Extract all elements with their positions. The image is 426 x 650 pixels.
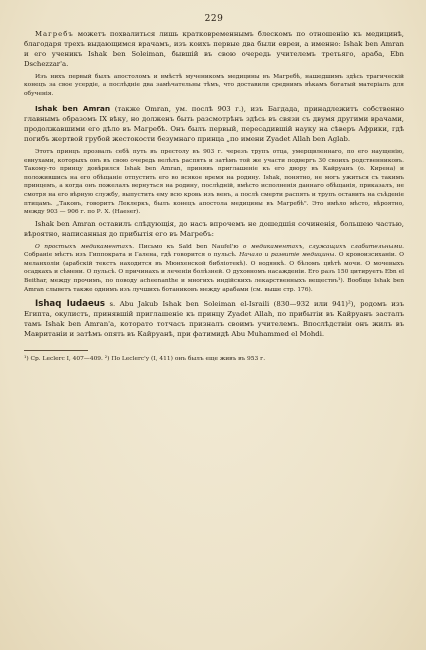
- work-title: Начало и развитіе медицины.: [239, 252, 337, 259]
- paragraph-prince-story: Этотъ принцъ прозвалъ себѣ путь въ престолу въ 903 г. черезъ трупъ отца, умерщвленнаго, по его наущенію, евнухами, которыхъ онъ въ свою очередь велѣлъ распять и затѣмъ той же участи подвергъ 30 своихъ родственниковъ. Такому-то принцу довѣрился Ishak ben Amran, принявъ приглашеніе къ его двору въ Кайруанъ (о. Кирена) и положившись на его обѣщаніе отпустить его во всякое время на родину. Ishak, понятно, не могъ ужиться съ такимъ принцемъ, а когда онъ пожелалъ вернуться на родину, послѣдній, вмѣсто исполненія даннаго обѣщанія, приказалъ, не смотря на его вѣрную службу, выпустить ему всю кровь изъ венъ, а послѣ смерти распять и трупъ оставить на съѣденіе птицамъ. „Таковъ, говоритъ Леклеркъ, былъ конецъ апостола медицины въ Магребѣ". Это имѣло мѣсто, вѣроятно, между 903 — 906 г. по Р. Х. (Haeser).: [24, 149, 404, 216]
- page-number: 229: [204, 14, 224, 24]
- section-heading-ishaq-iudaeus: Ishaq Iudaeus: [35, 299, 106, 310]
- work-title: О простыхъ медикаментахъ.: [35, 243, 135, 250]
- paragraph-apostle-note: Изъ нихъ первый былъ апостоломъ и вмѣстѣ мученикомъ медицины въ Магребѣ, нашедшимъ здѣсь трагическій конецъ за свое усердіе, а послѣдніе два замѣчательны тѣмъ, что доставили среднимъ вѣкамъ богатый матеріалъ для обученія.: [24, 73, 404, 97]
- paragraph-text: (также Omran, ум. послѣ 903 г.), изъ Багдада, принадлежитъ собственно главнымъ образомъ IX вѣку, но долженъ быть разсмотрѣнъ здѣсь въ связи съ двумя другими врачами, продолжавшими его дѣло въ Магребѣ. Онъ былъ первый, пересадившій науку на сѣверъ Африки, гдѣ погибъ жертвой грубой жестокости безумнаго принца „по имени Zyadet Allah ben Aglab.: [24, 105, 404, 144]
- paragraph-maghreb-intro: [24, 30, 404, 70]
- paragraph-writings-list: [24, 243, 404, 295]
- paragraph-ishaq-iudaeus: [24, 300, 404, 340]
- lead-word: Магребъ: [35, 30, 74, 38]
- work-text: Письмо къ Saïd ben Naufel'ю: [134, 243, 243, 250]
- work-text: Собраніе мѣстъ изъ Гиппократа и Галена, гдѣ говорится о пульсѣ.: [24, 252, 240, 259]
- footnote-divider: [24, 350, 88, 351]
- work-title: о медикаментахъ, служащихъ слабительными.: [242, 243, 404, 250]
- work-text: О кровоизсиханіи. О меланхоліи (арабскій текстъ находится въ Мюнхенской библіотекѣ). О водянкѣ. О бѣломъ цвѣтѣ мочи. О мочевыхъ осадкахъ и сѣмени. О пульсѣ. О причинахъ и леченіи болѣзней. О духовномъ насажденіи. Его разъ 150 цитируетъ Ebn el Beithar, между прочимъ, по поводу acheenanthe и многихъ индійскихъ лекарственныхъ веществъ¹). Вообще Ishak ben Amran слыветъ также однимъ изъ лучшихъ ботаниковъ между арабами (см. выше стр. 176).: [24, 252, 404, 293]
- section-heading-ishak-ben-amran: Ishak ben Amran: [35, 104, 111, 114]
- paragraph-text: можетъ похвалиться лишь кратковременнымъ блескомъ по отношенію къ медицинѣ, благодаря трехъ выдающимся врачамъ, изъ коихъ первые два были евреи, а именно: Ishak ben Amran и его ученикъ Ishak ben Soleiman, бывшій въ свою очередь учителемъ третьяго, араба, Ebn Dschezzar'а.: [24, 30, 404, 68]
- footnotes: ¹) Cp. Leclerc I, 407—409. ²) По Leclerc'у (I, 411) онъ былъ еще живъ въ 953 г.: [24, 355, 266, 362]
- paragraph-writings-intro: Ishak ben Amran оставилъ слѣдующія, до насъ впрочемъ не дошедшія сочиненія, большею частью, вѣроятно, написанныя до прибытія его въ Магребъ:: [24, 219, 404, 238]
- paragraph-text: s. Abu Jakub Ishak ben Soleiman el-Israili (830—932 или 941)²), родомъ изъ Египта, окулистъ, принявшій приглашеніе къ принцу Zyadet Allah, по прибытіи въ Кайруанъ засталъ тамъ Ishak ben Amran'а, которато тотчасъ призналъ своимъ учителемъ. Впослѣдствіи онъ жилъ въ Мавританіи и затѣмъ опять въ Кайруанѣ, при фатимидѣ Abu Muhammed el Mohdi.: [24, 300, 405, 338]
- paragraph-ishak-ben-amran: [24, 104, 404, 145]
